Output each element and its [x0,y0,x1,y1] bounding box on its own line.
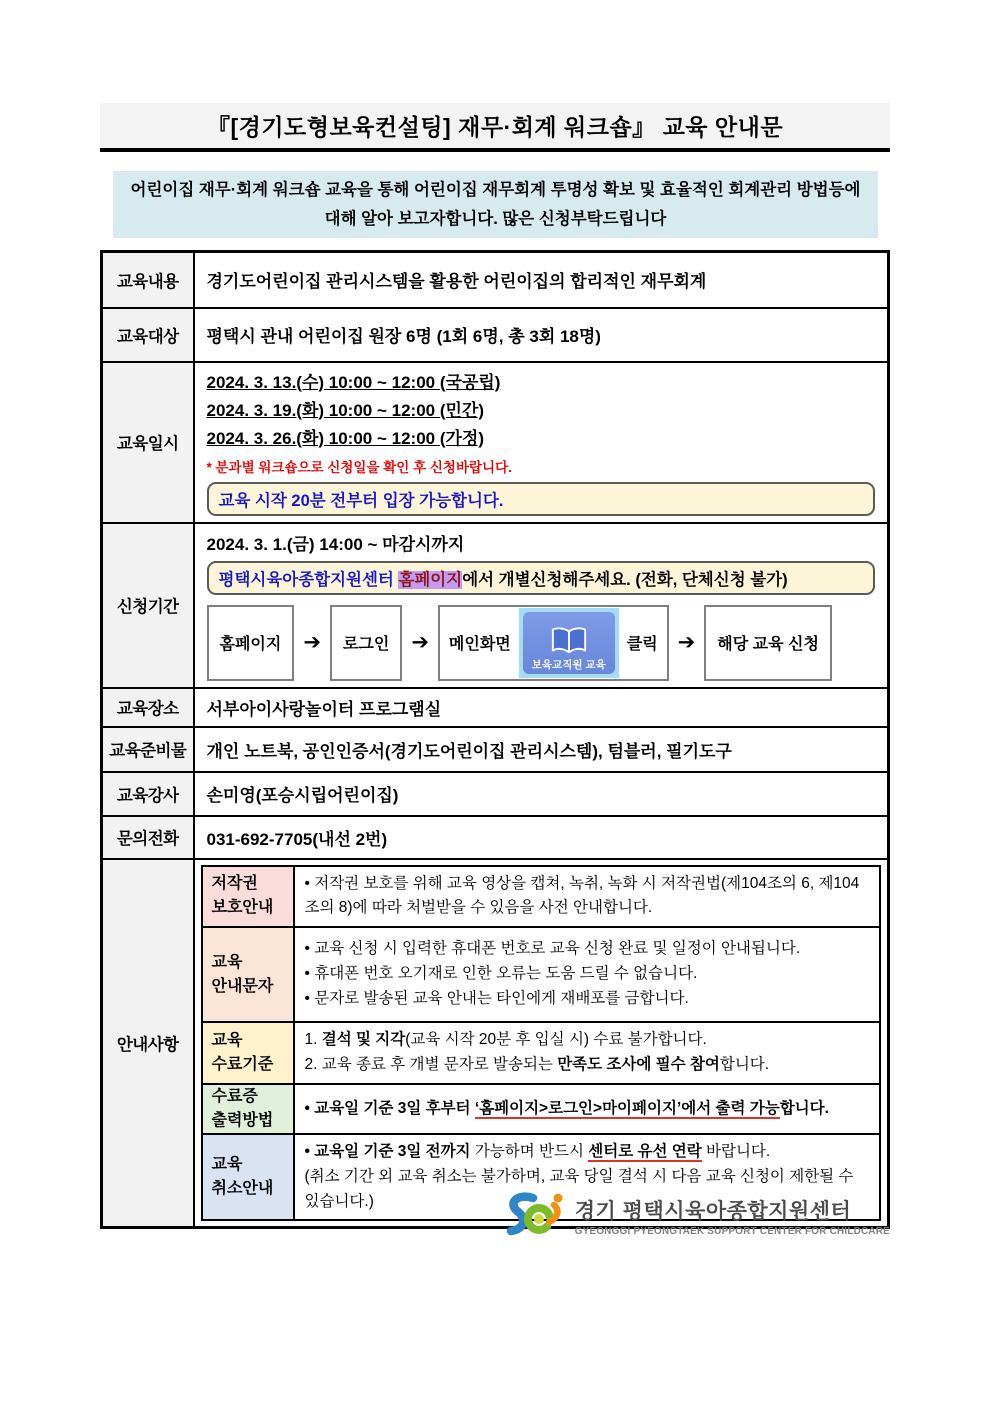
flow-step-login: 로그인 [330,605,402,681]
schedule-date-2: 2024. 3. 19.(화) 10:00 ~ 12:00 (민간) [206,400,484,420]
bold-segment: 결석 및 지각 [321,1031,406,1049]
notice-label-line: 교육 [211,1032,243,1050]
childcare-education-tile [519,608,619,678]
flow-mainscreen-label: 메인화면 [448,636,511,653]
flow-step-apply: 해당 교육 신청 [704,605,832,681]
row-value-target: 평택시 관내 어린이집 원장 6명 (1회 6명, 총 3회 18명) [194,308,889,362]
completion-line-2 [305,1053,870,1078]
text-segment: 가능하며 반드시 [470,1143,589,1161]
bold-segment: 합니다. [779,1099,829,1117]
row-education-schedule [102,362,889,523]
notice-label-line: 저작권 [211,875,258,893]
apply-notice-box [207,561,876,595]
entry-notice-box: 교육 시작 20분 전부터 입장 가능합니다. [207,482,876,516]
bold-segment: • 교육일 기준 3일 전까지 [304,1143,471,1161]
row-value-place: 서부아이사랑놀이터 프로그램실 [194,688,889,727]
page-title: 『[경기도형보육컨설팅] 재무·회계 워크숍』 교육 안내문 [206,114,784,140]
right-arrow-icon: ➔ [303,631,321,654]
sms-bullet-1: • 교육 신청 시 입력한 휴대폰 번호로 교육 신청 완료 및 일정이 안내됩니다. [304,940,801,958]
notice-label-copyright [202,866,294,928]
schedule-warning-note: * 분과별 워크숍으로 신청일을 확인 후 신청바랍니다. [206,459,512,475]
text-segment: 2. 교육 종료 후 개별 문자로 발송되는 [304,1056,558,1074]
row-label-target: 교육대상 [102,308,194,362]
row-value-phone: 031-692-7705(내선 2번) [194,816,889,859]
flow-step-homepage: 홈페이지 [207,605,295,681]
sms-bullet-2: • 휴대폰 번호 오기재로 인한 오류는 도움 드릴 수 없습니다. [304,965,698,983]
intro-box [113,171,878,238]
row-application-period [102,523,889,688]
document-title-bar [100,103,890,152]
row-value-instructor: 손미영(포승시립어린이집) [194,772,889,816]
right-arrow-icon: ➔ [677,631,696,654]
row-inquiry-phone [102,816,889,859]
row-label-place: 교육장소 [102,688,194,727]
bold-segment: • 교육일 기준 3일 후부터 [304,1099,475,1117]
row-label-apply: 신청기간 [102,523,194,688]
sms-bullet-3: • 문자로 발송된 교육 안내는 타인에게 재배포를 금합니다. [304,989,689,1007]
notice-copyright-text: • 저작권 보호를 위해 교육 영상을 캡쳐, 녹취, 녹화 시 저작권법(제104조의 6, 제104조의 8)에 따라 처벌받을 수 있음을 사전 안내합니다. [294,866,881,928]
notice-certificate-text [294,1084,881,1134]
apply-org-name: 평택시육아종합지원센터 [218,570,399,589]
row-value-apply [194,523,889,688]
row-label-phone: 문의전화 [102,816,194,859]
notice-row-certificate [202,1084,881,1134]
notice-label-line: 수료기준 [211,1056,274,1074]
text-segment: 바랍니다. [701,1143,771,1161]
notice-row-sms [202,927,881,1022]
notice-label-line: 교육 [211,1156,243,1174]
row-education-content [102,252,889,308]
notice-label-certificate [202,1084,294,1134]
open-book-icon [523,612,615,674]
flow-step-mainscreen-click [438,605,669,681]
right-arrow-icon: ➔ [411,631,429,654]
row-education-place [102,688,889,727]
notice-row-completion [202,1022,881,1084]
tile-caption: 보육교직원 교육 [531,658,606,671]
row-value-content: 경기도어린이집 관리시스템을 활용한 어린이집의 합리적인 재무회계 [194,252,889,308]
text-segment: 합니다. [719,1056,770,1074]
org-name-korean: 경기 평택시육아종합지원센터 [574,1200,852,1223]
red-underline-segment: 센터로 유선 연락 [588,1143,702,1161]
notice-label-sms [202,927,294,1022]
text-segment: (교육 시작 20분 후 입실 시) 수료 불가합니다. [405,1031,707,1049]
row-value-notice [194,859,889,1228]
row-label-instructor: 교육강사 [102,772,194,816]
row-notice [102,859,889,1228]
row-label-content: 교육내용 [102,252,194,308]
apply-box-rest: 에서 개별신청해주세요. (전화, 단체신청 불가) [462,570,788,589]
apply-homepage-highlight: 홈페이지 [398,570,463,589]
row-education-target [102,308,889,362]
footer-org-names [575,1195,890,1237]
notice-label-cancel [202,1134,294,1220]
book-glyph [550,625,588,657]
row-label-materials: 교육준비물 [102,727,194,772]
notice-label-line: 보호안내 [211,899,274,917]
intro-text: 어린이집 재무·회계 워크숍 교육을 통해 어린이집 재무회계 투명성 확보 및 효율적인 회계관리 방법등에 대해 알아 보고자합니다. 많은 신청부탁드립니다 [130,180,861,228]
schedule-date-1: 2024. 3. 13.(수) 10:00 ~ 12:00 (국공립) [206,372,501,392]
apply-period-text: 2024. 3. 1.(금) 14:00 ~ 마감시까지 [206,534,465,554]
notice-label-line: 교육 [211,953,243,971]
flow-click-label: 클릭 [626,636,658,653]
cancel-line-2: (취소 기간 외 교육 취소는 불가하며, 교육 당일 결석 시 다음 교육 신청이 제한될 수 있습니다.) [304,1167,854,1210]
notice-row-copyright [202,866,881,928]
bold-segment: 만족도 조사에 필수 참여 [557,1056,720,1074]
notice-label-line: 수료증 [211,1088,258,1106]
org-name-english: GYEONGGI PYEONGTAEK SUPPORT CENTER FOR CHILDCARE [574,1226,890,1237]
footer-branding [503,1190,890,1242]
notice-sms-text [294,927,881,1022]
notice-label-line: 출력방법 [211,1112,274,1130]
text-segment: 1. [304,1031,322,1049]
row-value-materials: 개인 노트북, 공인인증서(경기도어린이집 관리시스템), 텀블러, 필기도구 [194,727,889,772]
notice-completion-text [294,1022,881,1084]
row-education-materials [102,727,889,772]
row-education-instructor [102,772,889,816]
center-logo-icon [503,1190,565,1242]
notice-label-line: 안내문자 [211,977,274,995]
schedule-date-3: 2024. 3. 26.(화) 10:00 ~ 12:00 (가정) [206,428,484,448]
red-underline-segment: ‘홈페이지>로그인>마이페이지’에서 출력 가능 [474,1099,780,1117]
notice-label-completion [202,1022,294,1084]
completion-line-1 [305,1028,870,1053]
application-flow-diagram [207,605,876,681]
row-label-notice: 안내사항 [102,859,194,1228]
row-label-schedule: 교육일시 [102,362,194,523]
row-value-schedule [194,362,889,523]
info-table [100,250,890,1229]
notice-label-line: 취소안내 [211,1180,274,1198]
cancel-line-1 [305,1140,870,1165]
document-page [100,103,890,1237]
notice-sub-table [201,865,882,1222]
